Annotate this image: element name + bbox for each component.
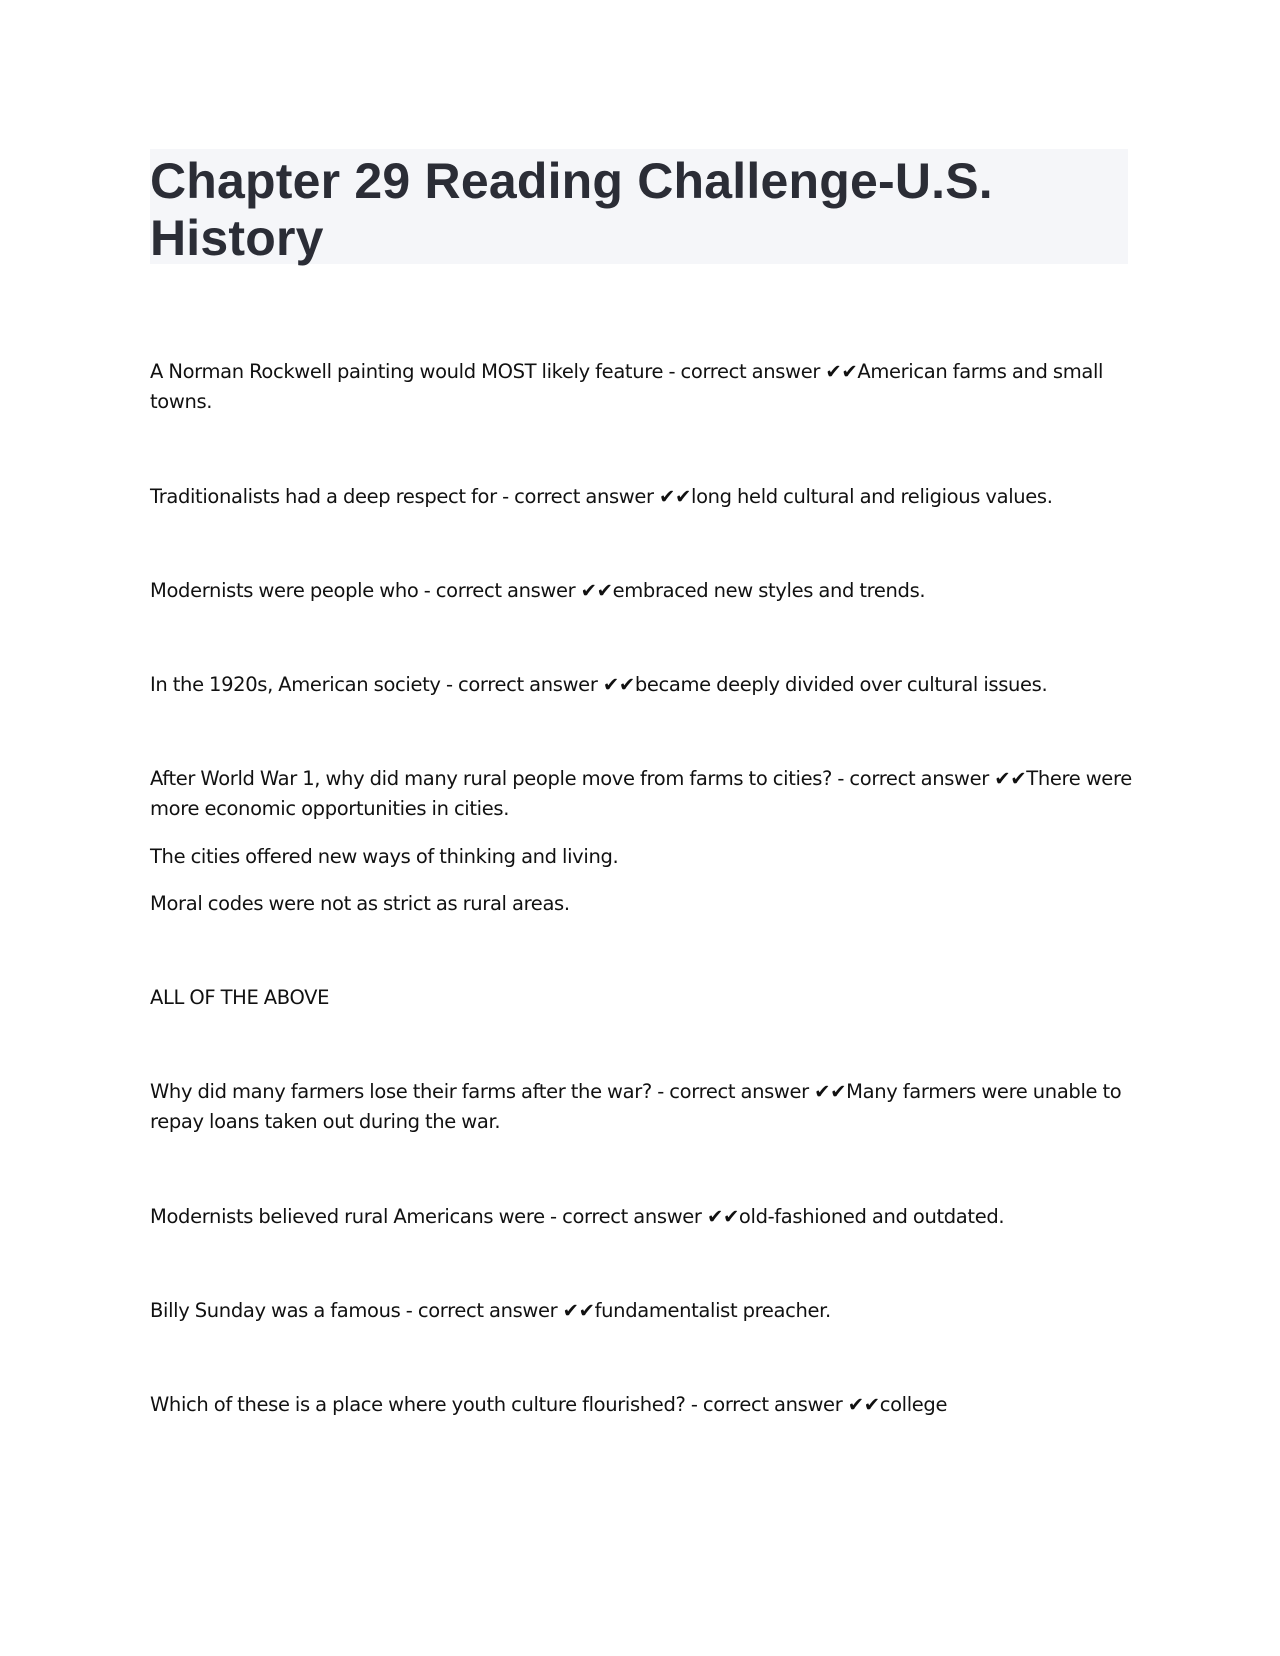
answer-line: ALL OF THE ABOVE bbox=[150, 986, 330, 1009]
title-block bbox=[150, 149, 1128, 264]
qa-item: Which of these is a place where youth culture flourished? - correct answer ✔✔college bbox=[150, 1393, 948, 1416]
qa-item: Traditionalists had a deep respect for - correct answer ✔✔long held cultural and religious values. bbox=[150, 485, 1053, 508]
answer-line: Moral codes were not as strict as rural areas. bbox=[150, 892, 570, 915]
qa-item: After World War 1, why did many rural people move from farms to cities? - correct answer ✔✔There were more economic opportunities in cities. bbox=[150, 767, 1132, 820]
page-title: Chapter 29 Reading Challenge-U.S. History bbox=[150, 153, 993, 266]
answer-line: The cities offered new ways of thinking and living. bbox=[150, 845, 619, 868]
qa-item: Modernists were people who - correct answer ✔✔embraced new styles and trends. bbox=[150, 579, 926, 602]
qa-item: Why did many farmers lose their farms after the war? - correct answer ✔✔Many farmers were unable to repay loans taken out during the war. bbox=[150, 1080, 1122, 1133]
qa-item: In the 1920s, American society - correct answer ✔✔became deeply divided over cultural issues. bbox=[150, 673, 1048, 696]
qa-item: Modernists believed rural Americans were - correct answer ✔✔old-fashioned and outdated. bbox=[150, 1205, 1005, 1228]
qa-item: A Norman Rockwell painting would MOST likely feature - correct answer ✔✔American farms and small towns. bbox=[150, 360, 1104, 413]
qa-item: Billy Sunday was a famous - correct answer ✔✔fundamentalist preacher. bbox=[150, 1299, 831, 1322]
